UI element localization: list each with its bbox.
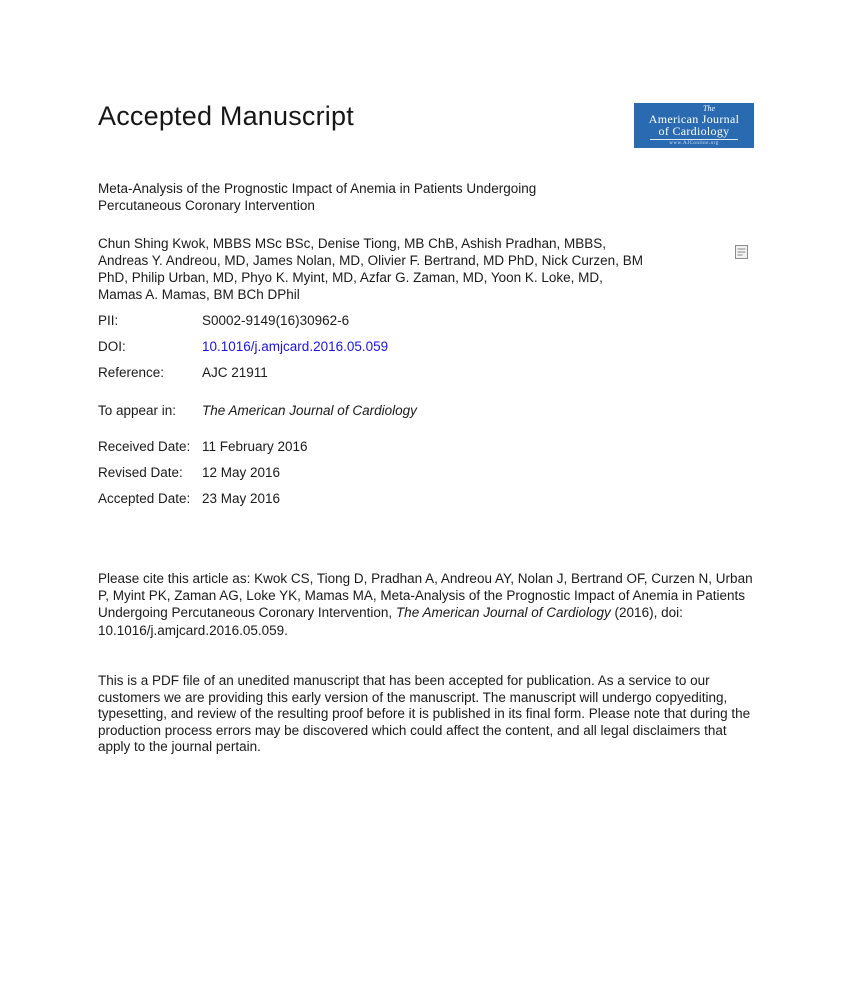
meta-row-to-appear-in <box>98 402 417 419</box>
received-date-value: 11 February 2016 <box>202 439 308 454</box>
meta-row-doi <box>98 338 417 355</box>
revised-date-value: 12 May 2016 <box>202 465 281 480</box>
journal-logo-tagline: www.AJConline.org <box>669 141 719 146</box>
meta-row-accepted-date <box>98 490 417 507</box>
doi-label: DOI: <box>98 339 126 354</box>
reference-value: AJC 21911 <box>202 365 268 380</box>
revised-date-label: Revised Date: <box>98 465 183 480</box>
citation-paragraph <box>98 570 758 639</box>
citation-text-after: (2016), doi: 10.1016/j.amjcard.2016.05.059. <box>98 605 683 638</box>
reference-label: Reference: <box>98 365 165 380</box>
pii-value: S0002-9149(16)30962-6 <box>202 313 350 328</box>
disclaimer-paragraph: This is a PDF file of an unedited manuscript that has been accepted for publication. As a service to our customers we are providing this early version of the manuscript. The manuscript will undergo copyediting, typesetting, and review of the resulting proof before it is published in its final form. Please note that during the production process errors may be discovered which could affect the content, and all legal disclaimers that apply to the journal pertain. <box>98 673 751 755</box>
journal-logo-divider <box>650 139 738 140</box>
to-appear-in-value: The American Journal of Cardiology <box>202 403 417 418</box>
journal-logo-name-line2: of Cardiology <box>658 124 730 138</box>
meta-row-pii <box>98 312 417 329</box>
manuscript-metadata <box>98 312 417 516</box>
meta-row-revised-date <box>98 464 417 481</box>
meta-row-received-date <box>98 438 417 455</box>
meta-row-reference <box>98 364 417 381</box>
article-title: Meta-Analysis of the Prognostic Impact of Anemia in Patients Undergoing Percutaneous Coronary Intervention <box>98 181 537 213</box>
journal-logo <box>634 103 754 148</box>
page-title: Accepted Manuscript <box>98 101 354 131</box>
pdf-annotation-icon[interactable] <box>735 245 748 259</box>
author-list: Chun Shing Kwok, MBBS MSc BSc, Denise Tiong, MB ChB, Ashish Pradhan, MBBS, Andreas Y. Andreou, MD, James Nolan, MD, Olivier F. Bertrand, MD PhD, Nick Curzen, BM PhD, Philip Urban, MD, Phyo K. Myint, MD, Azfar G. Zaman, MD, Yoon K. Loke, MD, Mamas A. Mamas, BM BCh DPhil <box>98 236 643 302</box>
citation-journal-name: The American Journal of Cardiology <box>395 605 611 621</box>
doi-link[interactable]: 10.1016/j.amjcard.2016.05.059 <box>202 339 389 354</box>
received-date-label: Received Date: <box>98 439 191 454</box>
to-appear-in-label: To appear in: <box>98 403 177 418</box>
journal-logo-the: The <box>703 104 715 113</box>
accepted-date-label: Accepted Date: <box>98 491 191 506</box>
pii-label: PII: <box>98 313 119 328</box>
journal-logo-name-line1: American Journal <box>648 112 740 126</box>
accepted-date-value: 23 May 2016 <box>202 491 281 506</box>
citation-text-before: Please cite this article as: Kwok CS, Tiong D, Pradhan A, Andreou AY, Nolan J, Bertrand OF, Curzen N, Urban P, Myint PK, Zaman AG, Loke YK, Mamas MA, Meta-Analysis of the Prognostic Impact of Anemia in Patients Undergoing Percutaneous Coronary Intervention, <box>98 571 753 621</box>
